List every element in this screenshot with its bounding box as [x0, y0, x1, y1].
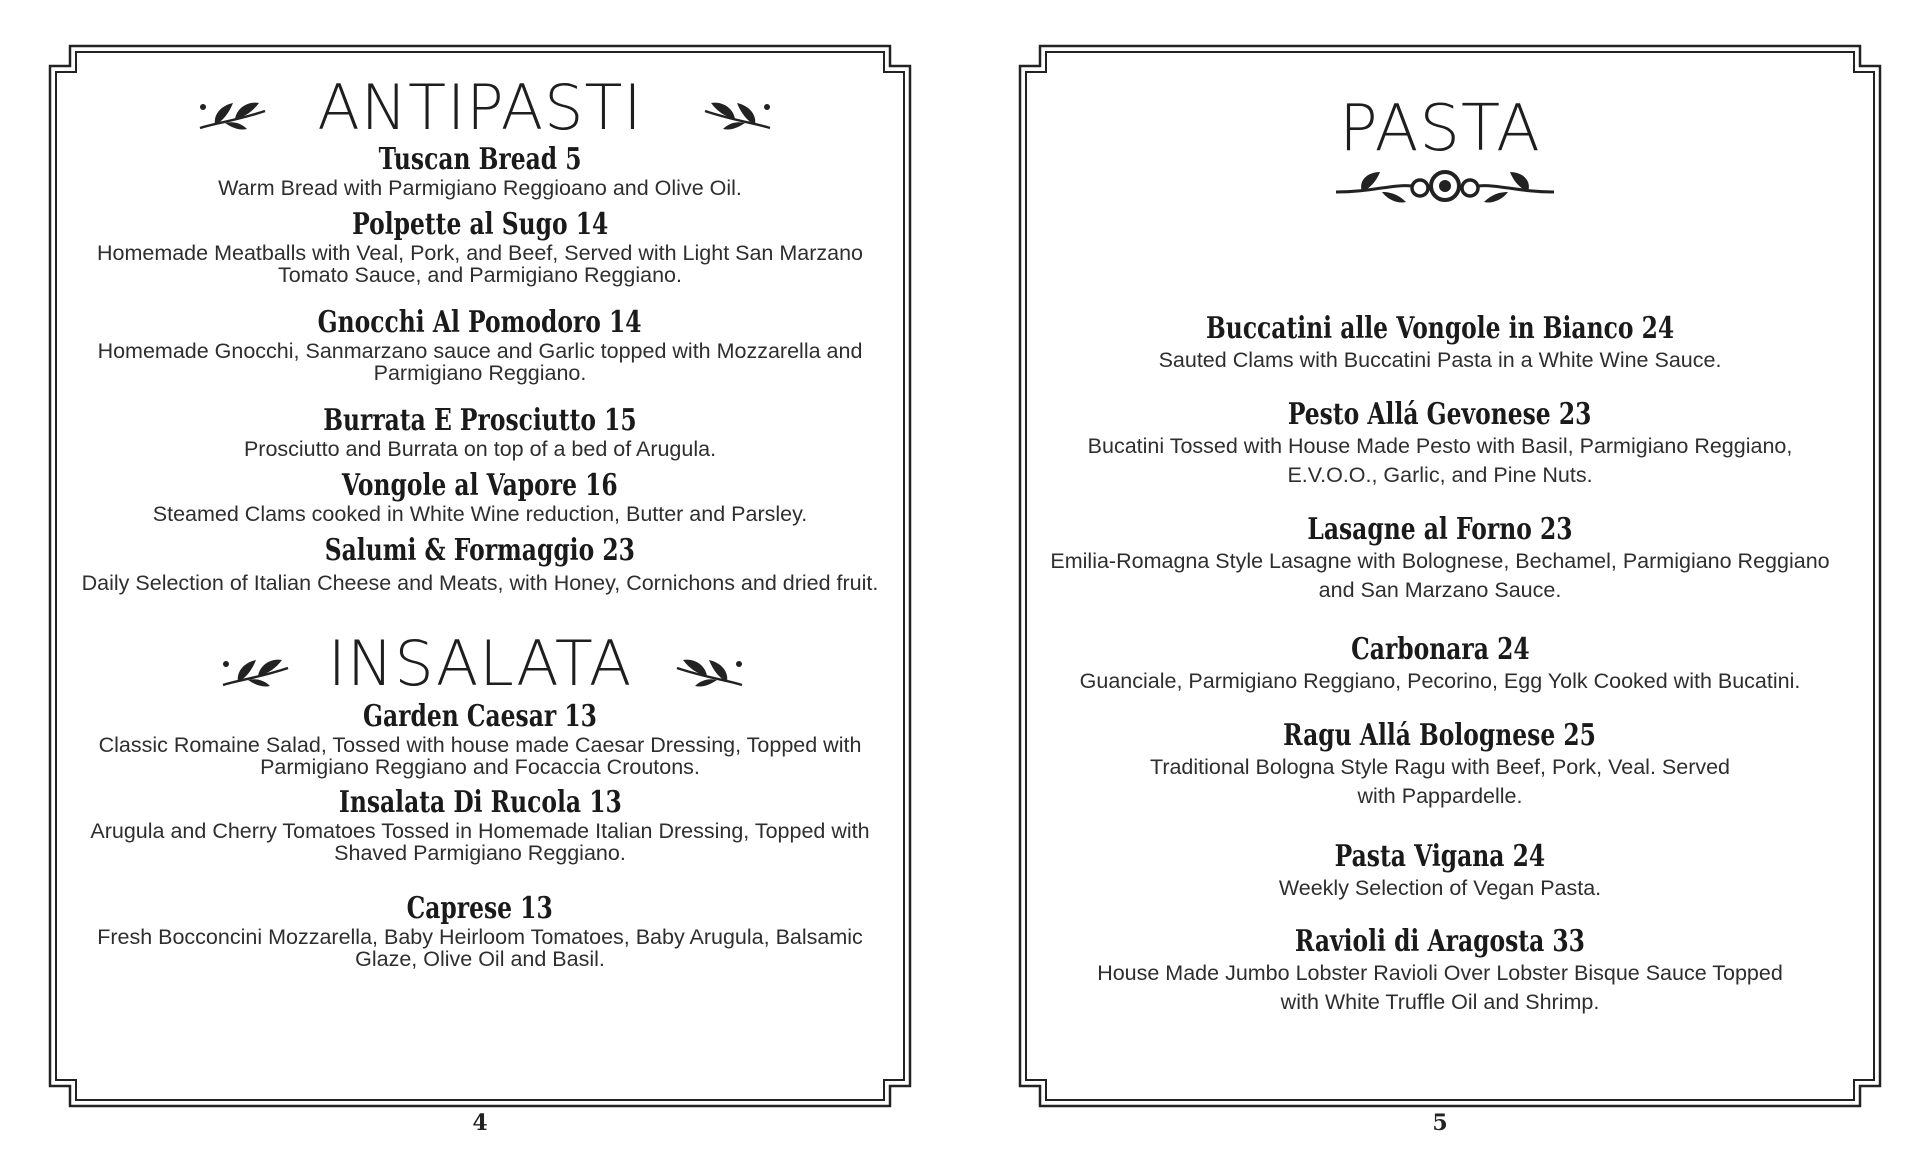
- menu-item: [1020, 513, 1860, 605]
- menu-item-name: Caprese 13: [406, 891, 554, 926]
- section-title-pasta: PASTA: [1339, 92, 1541, 166]
- menu-item-description: Weekly Selection of Vegan Pasta.: [1278, 876, 1602, 900]
- menu-item: [1020, 840, 1860, 903]
- page-number: 5: [1432, 1110, 1448, 1136]
- menu-item: [1020, 312, 1860, 375]
- menu-item-description: Traditional Bologna Style Ragu with Beef, Pork, Veal. Served with Pappardelle.: [1149, 755, 1731, 808]
- menu-item: [60, 208, 900, 286]
- menu-item: [60, 306, 900, 384]
- menu-item-name: Pasta Vigana 24: [1334, 839, 1546, 874]
- menu-item-description: Warm Bread with Parmigiano Reggioano and Olive Oil.: [218, 176, 742, 200]
- menu-item-name: Lasagne al Forno 23: [1307, 512, 1573, 547]
- menu-item-name: Ragu Allá Bolognese 25: [1283, 718, 1597, 753]
- menu-item-description: Sauted Clams with Buccatini Pasta in a White Wine Sauce.: [1158, 348, 1722, 372]
- menu-item: [60, 892, 900, 970]
- menu-item-description: Steamed Clams cooked in White Wine reduction, Butter and Parsley.: [152, 502, 808, 526]
- menu-item: [60, 469, 900, 525]
- page-number: 4: [472, 1110, 488, 1136]
- menu-item: [1020, 925, 1860, 1017]
- menu-item: [60, 786, 900, 864]
- menu-item-name: Insalata Di Rucola 13: [338, 785, 622, 820]
- menu-item: [60, 143, 900, 199]
- menu-page-right: [960, 0, 1920, 1166]
- menu-item-name: Ravioli di Aragosta 33: [1294, 924, 1586, 959]
- menu-item-name: Pesto Allá Gevonese 23: [1288, 397, 1592, 432]
- menu-item-description: Arugula and Cherry Tomatoes Tossed in Homemade Italian Dressing, Topped with Shaved Parmigiano Reggiano.: [90, 819, 870, 865]
- menu-item-name: Carbonara 24: [1350, 632, 1530, 667]
- menu-item-description: Emilia-Romagna Style Lasagne with Bolognese, Bechamel, Parmigiano Reggiano and San Marzano Sauce.: [1050, 549, 1830, 602]
- section-title-insalata: INSALATA: [327, 627, 633, 700]
- leaf-flourish-icon: [672, 650, 747, 692]
- menu-item-description: Homemade Meatballs with Veal, Pork, and Beef, Served with Light San Marzano Tomato Sauce, and Parmigiano Reggiano.: [96, 241, 864, 287]
- leaf-flourish-icon: [700, 93, 775, 135]
- menu-item: [1020, 719, 1860, 811]
- menu-item-name: Vongole al Vapore 16: [342, 468, 618, 503]
- menu-item-name: Polpette al Sugo 14: [351, 207, 609, 242]
- menu-item-name: Tuscan Bread 5: [378, 142, 582, 177]
- menu-item: [60, 404, 900, 460]
- menu-item-description: Classic Romaine Salad, Tossed with house made Caesar Dressing, Topped with Parmigiano Reggiano and Focaccia Croutons.: [98, 733, 862, 779]
- menu-item-description: Bucatini Tossed with House Made Pesto with Basil, Parmigiano Reggiano, E.V.O.O., Garlic, and Pine Nuts.: [1087, 434, 1793, 487]
- menu-item-name: Burrata E Prosciutto 15: [323, 403, 637, 438]
- menu-item: [1020, 633, 1860, 696]
- menu-item-description: Prosciutto and Burrata on top of a bed of Arugula.: [243, 437, 717, 461]
- menu-item-description: Guanciale, Parmigiano Reggiano, Pecorino, Egg Yolk Cooked with Bucatini.: [1079, 669, 1801, 693]
- menu-item-name: Buccatini alle Vongole in Bianco 24: [1205, 311, 1675, 346]
- menu-item-description: House Made Jumbo Lobster Ravioli Over Lobster Bisque Sauce Topped with White Truffle Oil and Shrimp.: [1097, 961, 1783, 1014]
- menu-item-name: Salumi & Formaggio 23: [324, 533, 636, 568]
- menu-item: [60, 700, 900, 778]
- scroll-divider-icon: [1332, 162, 1558, 210]
- menu-item: [60, 534, 900, 598]
- menu-item: [1020, 398, 1860, 490]
- menu-item-name: Gnocchi Al Pomodoro 14: [318, 305, 642, 340]
- section-title-antipasti: ANTIPASTI: [317, 71, 643, 144]
- menu-item-name: Garden Caesar 13: [363, 699, 597, 734]
- menu-item-description: Daily Selection of Italian Cheese and Meats, with Honey, Cornichons and dried fruit.: [81, 571, 879, 595]
- menu-item-description: Homemade Gnocchi, Sanmarzano sauce and Garlic topped with Mozzarella and Parmigiano Reggiano.: [97, 339, 863, 385]
- menu-item-description: Fresh Bocconcini Mozzarella, Baby Heirloom Tomatoes, Baby Arugula, Balsamic Glaze, Olive Oil and Basil.: [97, 925, 863, 971]
